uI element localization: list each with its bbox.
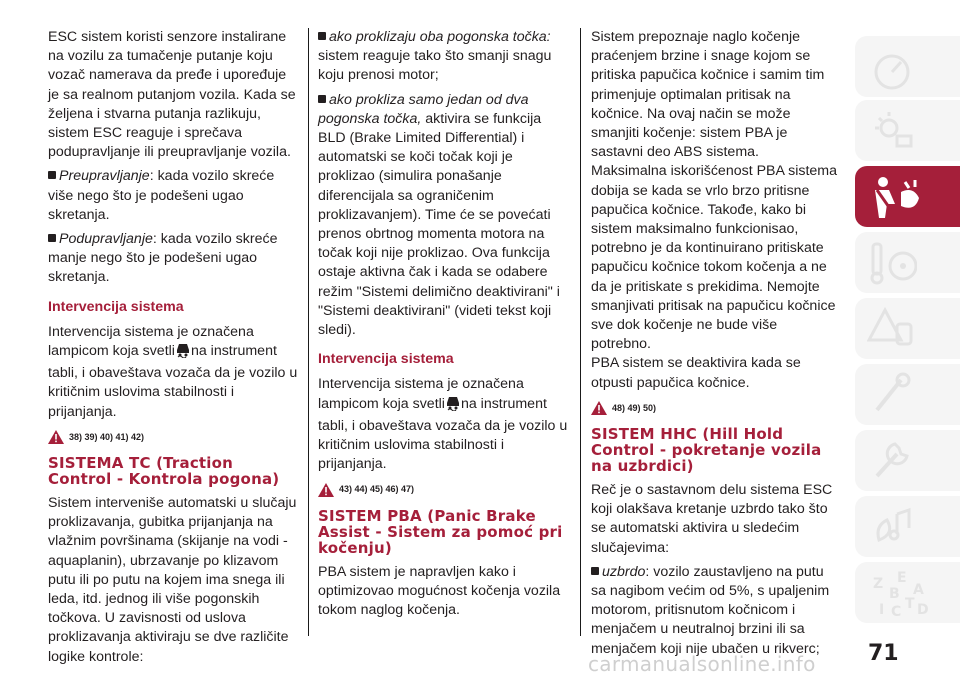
bullet-text: sistem reaguje tako što smanji snagu koju prenosi motor; (318, 48, 552, 84)
seatbelt-airbag-icon (867, 172, 927, 222)
column-divider (580, 28, 581, 636)
warning-triangle-icon (591, 401, 607, 415)
paragraph-text: Intervencija sistema je označena lampicom koja svetli (48, 323, 254, 360)
paragraph: Maksimalna iskorišćenost PBA sistema dobija se kada se vrlo brzo pritisne papučica kočnice. Takođe, kako bi sistem maksimalno funkcionisao, potrebno je da kontinuirano pritiskate papučicu kočnice tokom kočenja a ne da je pritiskate s prekidima. Nemojte smanjivati pritisak na papučicu kočnice sve dok kočenje ne bude više potrebno. (591, 163, 838, 353)
heading-pba: SISTEM PBA (Panic Brake Assist - Sistem za pomoć pri kočenju) (318, 506, 563, 557)
bullet-box-icon (318, 32, 326, 40)
bullet-term: Preupravljanje (59, 168, 150, 185)
warning-triangle-icon (318, 483, 334, 497)
warning-triangle-icon (867, 304, 917, 352)
bullet-box-icon (318, 95, 326, 103)
warning-lights-icon (867, 106, 917, 154)
index-letters-icon (867, 568, 937, 620)
paragraph: PBA sistem se deaktivira kada se otpusti papučica kočnice. (591, 355, 801, 391)
tab-safety[interactable] (855, 166, 960, 227)
bullet-box-icon (591, 567, 599, 575)
svg-text:I: I (879, 602, 885, 618)
svg-text:B: B (889, 586, 900, 602)
heading-tc: SISTEMA TC (Traction Control - Kontrola pogona) (48, 454, 280, 489)
column-1 (48, 28, 298, 672)
warning-numbers: 48) 49) 50) (612, 402, 657, 413)
tab-index[interactable] (855, 562, 960, 623)
column-2 (318, 28, 570, 625)
paragraph: Sistem prepoznaje naglo kočenje praćenjem brzine i snage kojom se pritiska papučica kočnice i samim tim primenjuje optimalan pritisak na kočnice. Na ovaj način se može smanjiti kočenje: sistem PBA je sastavni deo ABS sistema. (591, 29, 825, 161)
key-start-icon (867, 238, 917, 286)
bullet-item (48, 230, 298, 288)
bullet-term: ako proklizа samo jedan od dva pogonska točka, (318, 91, 529, 127)
paragraph: Reč je o sastavnom delu sistema ESC koji olakšava kretanje uzbrdo tako što se automatski aktivira u sledećim slučajevima: (591, 482, 833, 556)
bullet-box-icon (48, 171, 56, 179)
wrench-icon (867, 436, 917, 484)
section-title: Intervencija sistema (318, 351, 454, 368)
paragraph (48, 323, 298, 422)
column-divider (308, 28, 309, 636)
bullet-text: : vozilo zaustavljeno na putu sa nagibom većim od 5%, s upaljenim motorom, pritisnutom kočnicom i menjačem u neutralnoj brzini ili sa menjačem koji nije ubačen u rikverc; (591, 563, 830, 657)
bullet-term: ako proklizaju oba pogonska točka: (329, 29, 551, 45)
tab-multimedia[interactable] (855, 496, 960, 557)
bullet-term: Podupravljanje (59, 231, 153, 248)
svg-text:Z: Z (873, 576, 884, 592)
bullet-item (318, 91, 570, 341)
svg-text:E: E (897, 570, 907, 586)
warning-numbers: 38) 39) 40) 41) 42) (69, 431, 145, 442)
warning-references (48, 428, 298, 447)
watermark: carmanualsonline.info (588, 652, 816, 676)
bullet-text: aktivira se funkcija BLD (Brake Limited Differential) i automatski se koči točak koji je proklizao (simulira ponašanje diferencijala sa ograničenim proklizavanjem). Time će se povećati prenos obrtnog momenta motora na točak koji nije proklizao. Ova funkcija ostaje aktivna čak i kada se odabere režim "Sistemi delimično deaktivirani" i "Sistemi deaktivirani" (videti tekst koji sledi). (318, 110, 560, 339)
paragraph-text: na instrument tabli, i obaveštava vozača da je vozilo u kritičnim uslovima stabilnosti i prijanjanja. (318, 395, 568, 473)
tab-maintenance[interactable] (855, 364, 960, 425)
warning-triangle-icon (48, 430, 64, 444)
svg-text:A: A (913, 582, 924, 598)
warning-references (318, 480, 570, 499)
warning-numbers: 43) 44) 45) 46) 47) (339, 484, 415, 495)
paragraph (318, 375, 570, 474)
paragraph: Sistem interveniše automatski u slučaju proklizavanja, gubitka prijanjanja na vlažnim površinama (skijanje na vodi - aquaplanin), ubrzavanje po klizavom putu ili po putu na kojem ima snega ili leda, itd. jednog ili više pogonskih točkova. U zavisnosti od uslova proklizavanja aktiviraju se dve različite logike kontrole: (48, 495, 297, 665)
tab-starting[interactable] (855, 232, 960, 293)
paragraph-text: Intervencija sistema je označena lampicom koja svetli (318, 376, 524, 412)
esc-warning-light-icon (446, 396, 460, 417)
heading-hhc: SISTEM HHC (Hill Hold Control - pokretanje vozila na uzbrdici) (591, 425, 822, 476)
bullet-item (48, 167, 298, 225)
section-title: Intervencija sistema (48, 298, 184, 315)
bullet-box-icon (48, 234, 56, 242)
bullet-item (591, 563, 839, 659)
paragraph-text: na instrument tabli, i obaveštava vozača da je vozilo u kritičnim uslovima stabilnosti i prijanjanja. (48, 343, 298, 420)
svg-text:C: C (891, 604, 902, 620)
media-icon (867, 502, 917, 550)
esc-warning-light-icon (176, 343, 190, 364)
svg-text:D: D (917, 602, 929, 618)
tab-dashboard[interactable] (855, 36, 960, 97)
paragraph: ESC sistem koristi senzore instalirane na vozilu za tumačenje putanje koju vozač namerava da pređe i upoređuje je sa realnom putanjom vozila. Kada se željena i stvarna putanja razlikuju, sistem ESC reaguje i sprečava podupravljanje ili preupravljanje vozila. (48, 29, 296, 161)
bullet-item (318, 28, 570, 86)
tab-emergency[interactable] (855, 298, 960, 359)
bullet-term: uzbrdo (602, 563, 646, 580)
dashboard-icon (867, 42, 917, 90)
column-3 (591, 28, 839, 664)
paragraph: PBA sistem je napravljen kako i optimizovao mogućnost kočenja vozila tokom naglog kočenja. (318, 563, 561, 619)
page-number: 71 (868, 641, 899, 666)
warning-references (591, 399, 839, 418)
svg-text:T: T (905, 596, 915, 612)
bullet-text: : kada vozilo skreće manje nego što je podešeni ugao skretanja. (48, 231, 278, 286)
tools-icon (867, 370, 917, 418)
bullet-text: : kada vozilo skreće više nego što je podešeni ugao skretanja. (48, 168, 275, 223)
tab-warning-lights[interactable] (855, 100, 960, 161)
tab-technical-data[interactable] (855, 430, 960, 491)
